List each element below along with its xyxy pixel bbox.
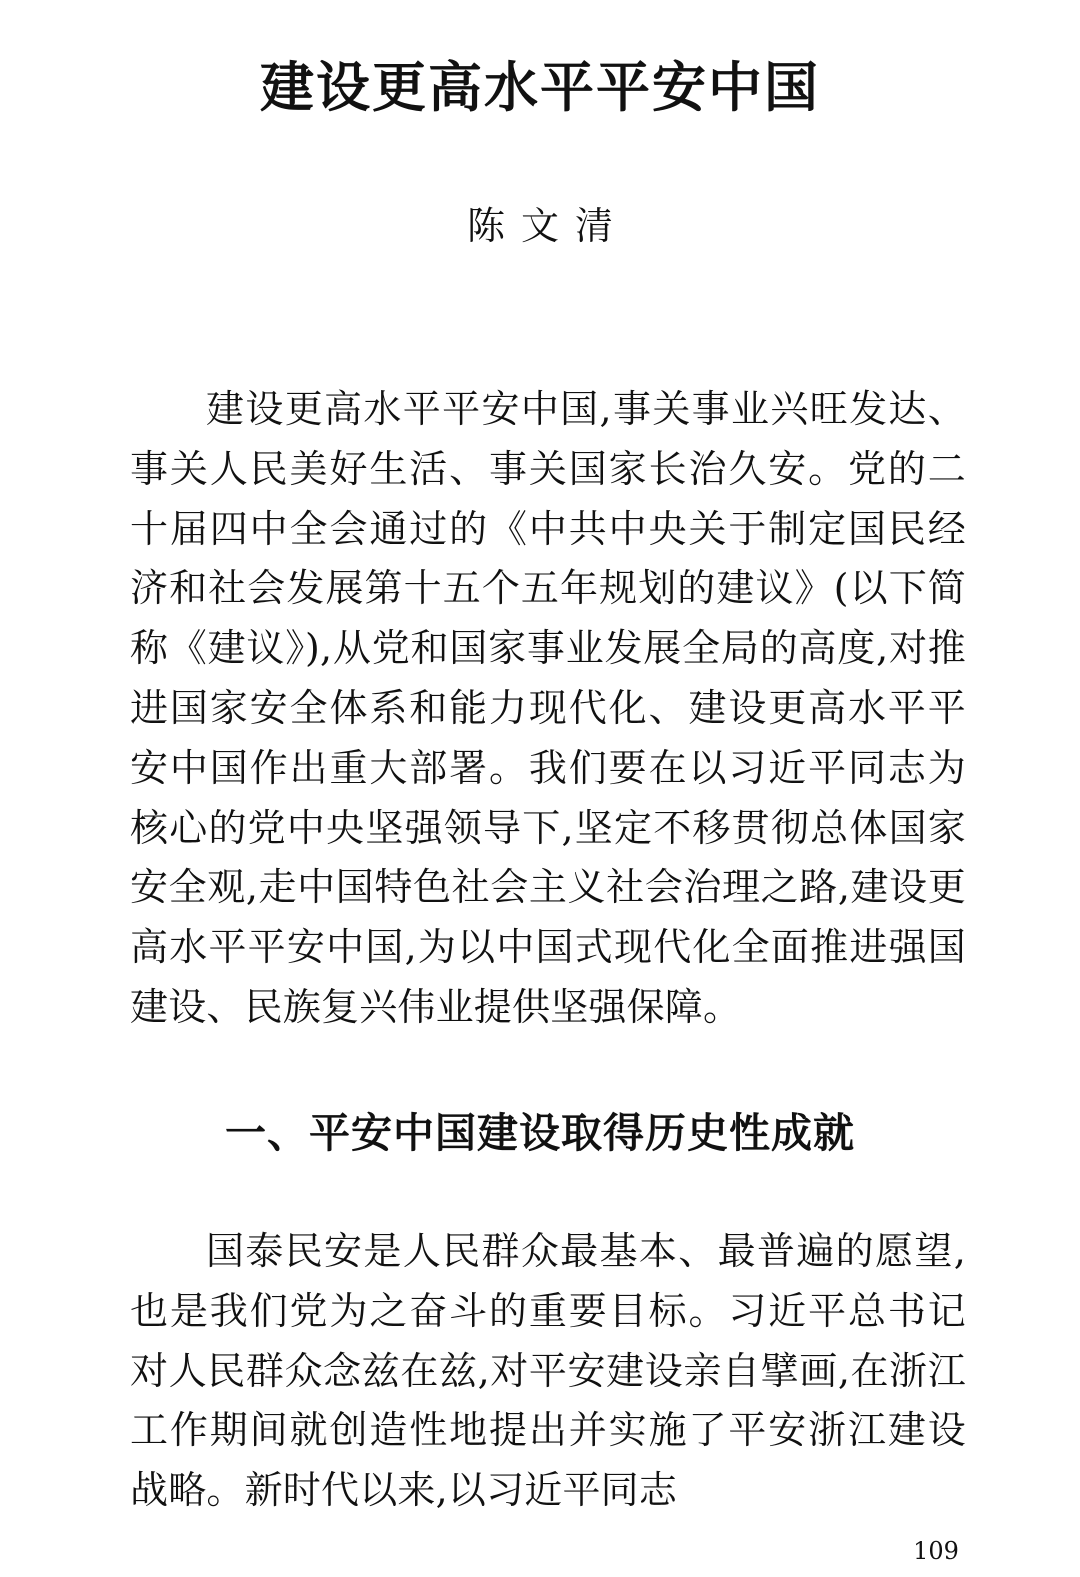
body-paragraph-section-one: 国泰民安是人民群众最基本、最普遍的愿望,也是我们党为之奋斗的重要目标。习近平总书记对人民群众念兹在兹,对平安建设亲自擘画,在浙江工作期间就创造性地提出并实施了平安浙江建设战略。新时代以来,以习近平同志 <box>130 1229 966 1513</box>
article-title: 建设更高水平平安中国 <box>260 56 820 119</box>
body-paragraph-intro: 建设更高水平平安中国,事关事业兴旺发达、事关人民美好生活、事关国家长治久安。党的二十届四中全会通过的《中共中央关于制定国民经济和社会发展第十五个五年规划的建议》(以下简称《建议》),从党和国家事业发展全局的高度,对推进国家安全体系和能力现代化、建设更高水平平安中国作出重大部署。我们要在以习近平同志为核心的党中央坚强领导下,坚定不移贯彻总体国家安全观,走中国特色社会主义社会治理之路,建设更高水平平安中国,为以中国式现代化全面推进强国建设、民族复兴伟业提供坚强保障。 <box>130 387 966 1029</box>
page-number: 109 <box>913 1537 959 1565</box>
section-heading: 一、平安中国建设取得历史性成就 <box>225 1109 855 1157</box>
article-author: 陈文清 <box>466 204 629 248</box>
